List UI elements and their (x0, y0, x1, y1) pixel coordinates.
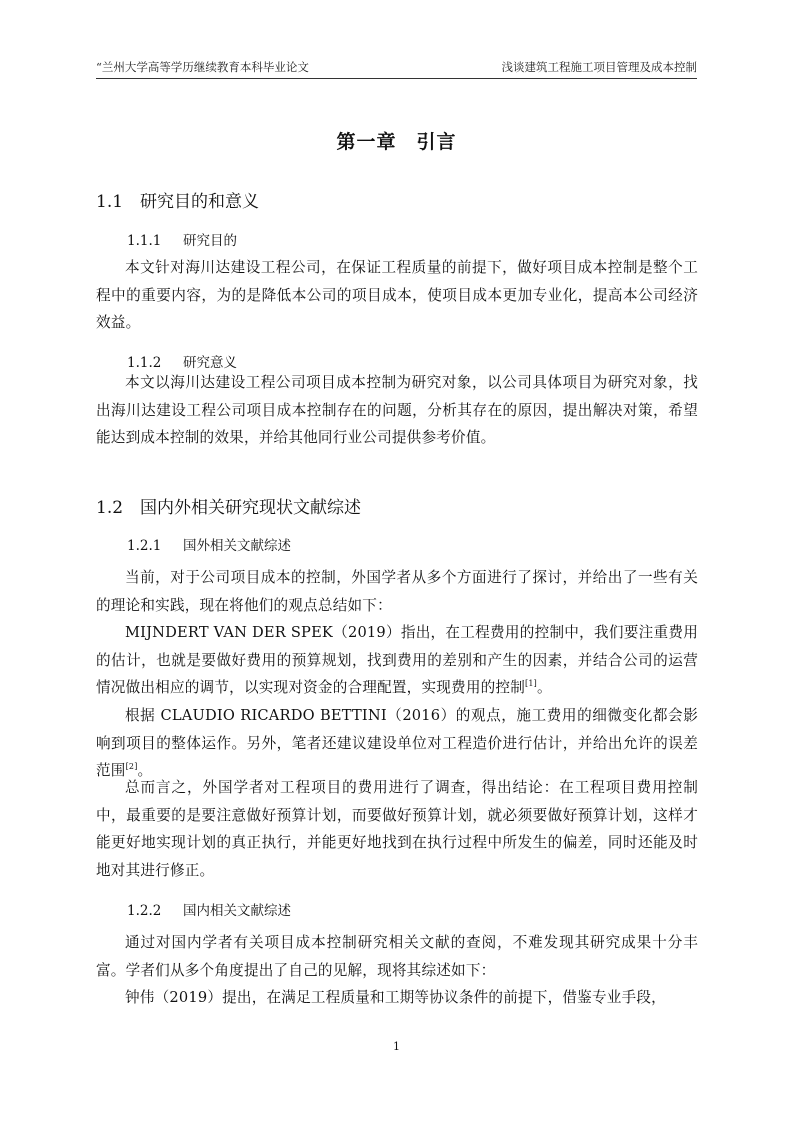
subsection-number: 1.1.2 (127, 355, 162, 371)
section-heading-1-2 (96, 493, 361, 518)
paragraph-with-citation (96, 619, 698, 702)
subsection-heading-1-2-1 (127, 534, 291, 554)
paragraph: 钟伟（2019）提出，在满足工程质量和工期等协议条件的前提下，借鉴专业手段， (125, 989, 666, 1006)
subsection-number: 1.2.1 (127, 538, 162, 554)
chapter-title: 第一章 引言 (336, 131, 457, 153)
page-header (96, 57, 697, 77)
section-title: 国内外相关研究现状文献综述 (140, 498, 361, 518)
subsection-title: 研究意义 (183, 355, 237, 371)
paragraph: 总而言之，外国学者对工程项目的费用进行了调查，得出结论：在工程项目费用控制中，最重要的是要注意做好预算计划，而要做好预算计划，就必须要做好预算计划，这样才能更好地实现计划的真正执行，并能更好地找到在执行过程中所发生的偏差，同时还能及时地对其进行修正。 (96, 779, 698, 879)
subsection-number: 1.2.2 (127, 903, 162, 919)
section-heading-1-1 (96, 187, 259, 212)
header-left-text: “兰州大学高等学历继续教育本科毕业论文 (96, 60, 309, 74)
header-right-text: 浅谈建筑工程施工项目管理及成本控制 (501, 60, 697, 74)
citation-ref: [1] (525, 679, 537, 689)
subsection-title: 国外相关文献综述 (183, 538, 291, 554)
paragraph-text: MIJNDERT VAN DER SPEK（2019）指出，在工程费用的控制中，我们要注重费用的估计，也就是要做好费用的预算规划，找到费用的差别和产生的因素，并结合公司的运营情况做出相应的调节，以实现对资金的合理配置，实现费用的控制 (96, 624, 698, 696)
paragraph-period: 。 (536, 679, 552, 696)
citation-ref: [2] (125, 762, 138, 772)
paragraph: 当前，对于公司项目成本的控制，外国学者从多个方面进行了探讨，并给出了一些有关的理论和实践，现在将他们的观点总结如下： (96, 569, 698, 614)
section-number: 1.2 (96, 498, 124, 518)
page-number: 1 (393, 1040, 400, 1053)
section-number: 1.1 (96, 192, 124, 212)
header-divider (96, 78, 697, 79)
paragraph: 本文针对海川达建设工程公司，在保证工程质量的前提下，做好项目成本控制是整个工程中的重要内容，为的是降低本公司的项目成本，使项目成本更加专业化，提高本公司经济效益。 (96, 259, 698, 331)
subsection-number: 1.1.1 (127, 233, 162, 249)
paragraph-period: 。 (137, 762, 153, 779)
subsection-heading-1-1-2 (127, 351, 237, 371)
subsection-title: 研究目的 (183, 233, 237, 249)
paragraph-text: 根据 CLAUDIO RICARDO BETTINI（2016）的观点，施工费用的细微变化都会影响到项目的整体运作。另外，笔者还建议建设单位对工程造价进行估计，并给出允许的误差范围 (96, 707, 698, 779)
paragraph: 通过对国内学者有关项目成本控制研究相关文献的查阅，不难发现其研究成果十分丰富。学者们从多个角度提出了自己的见解，现将其综述如下： (96, 934, 698, 979)
subsection-heading-1-1-1 (127, 229, 237, 249)
subsection-title: 国内相关文献综述 (183, 903, 291, 919)
section-title: 研究目的和意义 (140, 192, 259, 212)
subsection-heading-1-2-2 (127, 899, 291, 919)
paragraph-with-citation (96, 702, 698, 785)
paragraph: 本文以海川达建设工程公司项目成本控制为研究对象，以公司具体项目为研究对象，找出海川达建设工程公司项目成本控制存在的问题，分析其存在的原因，提出解决对策，希望能达到成本控制的效果，并给其他同行业公司提供参考价值。 (96, 374, 698, 446)
